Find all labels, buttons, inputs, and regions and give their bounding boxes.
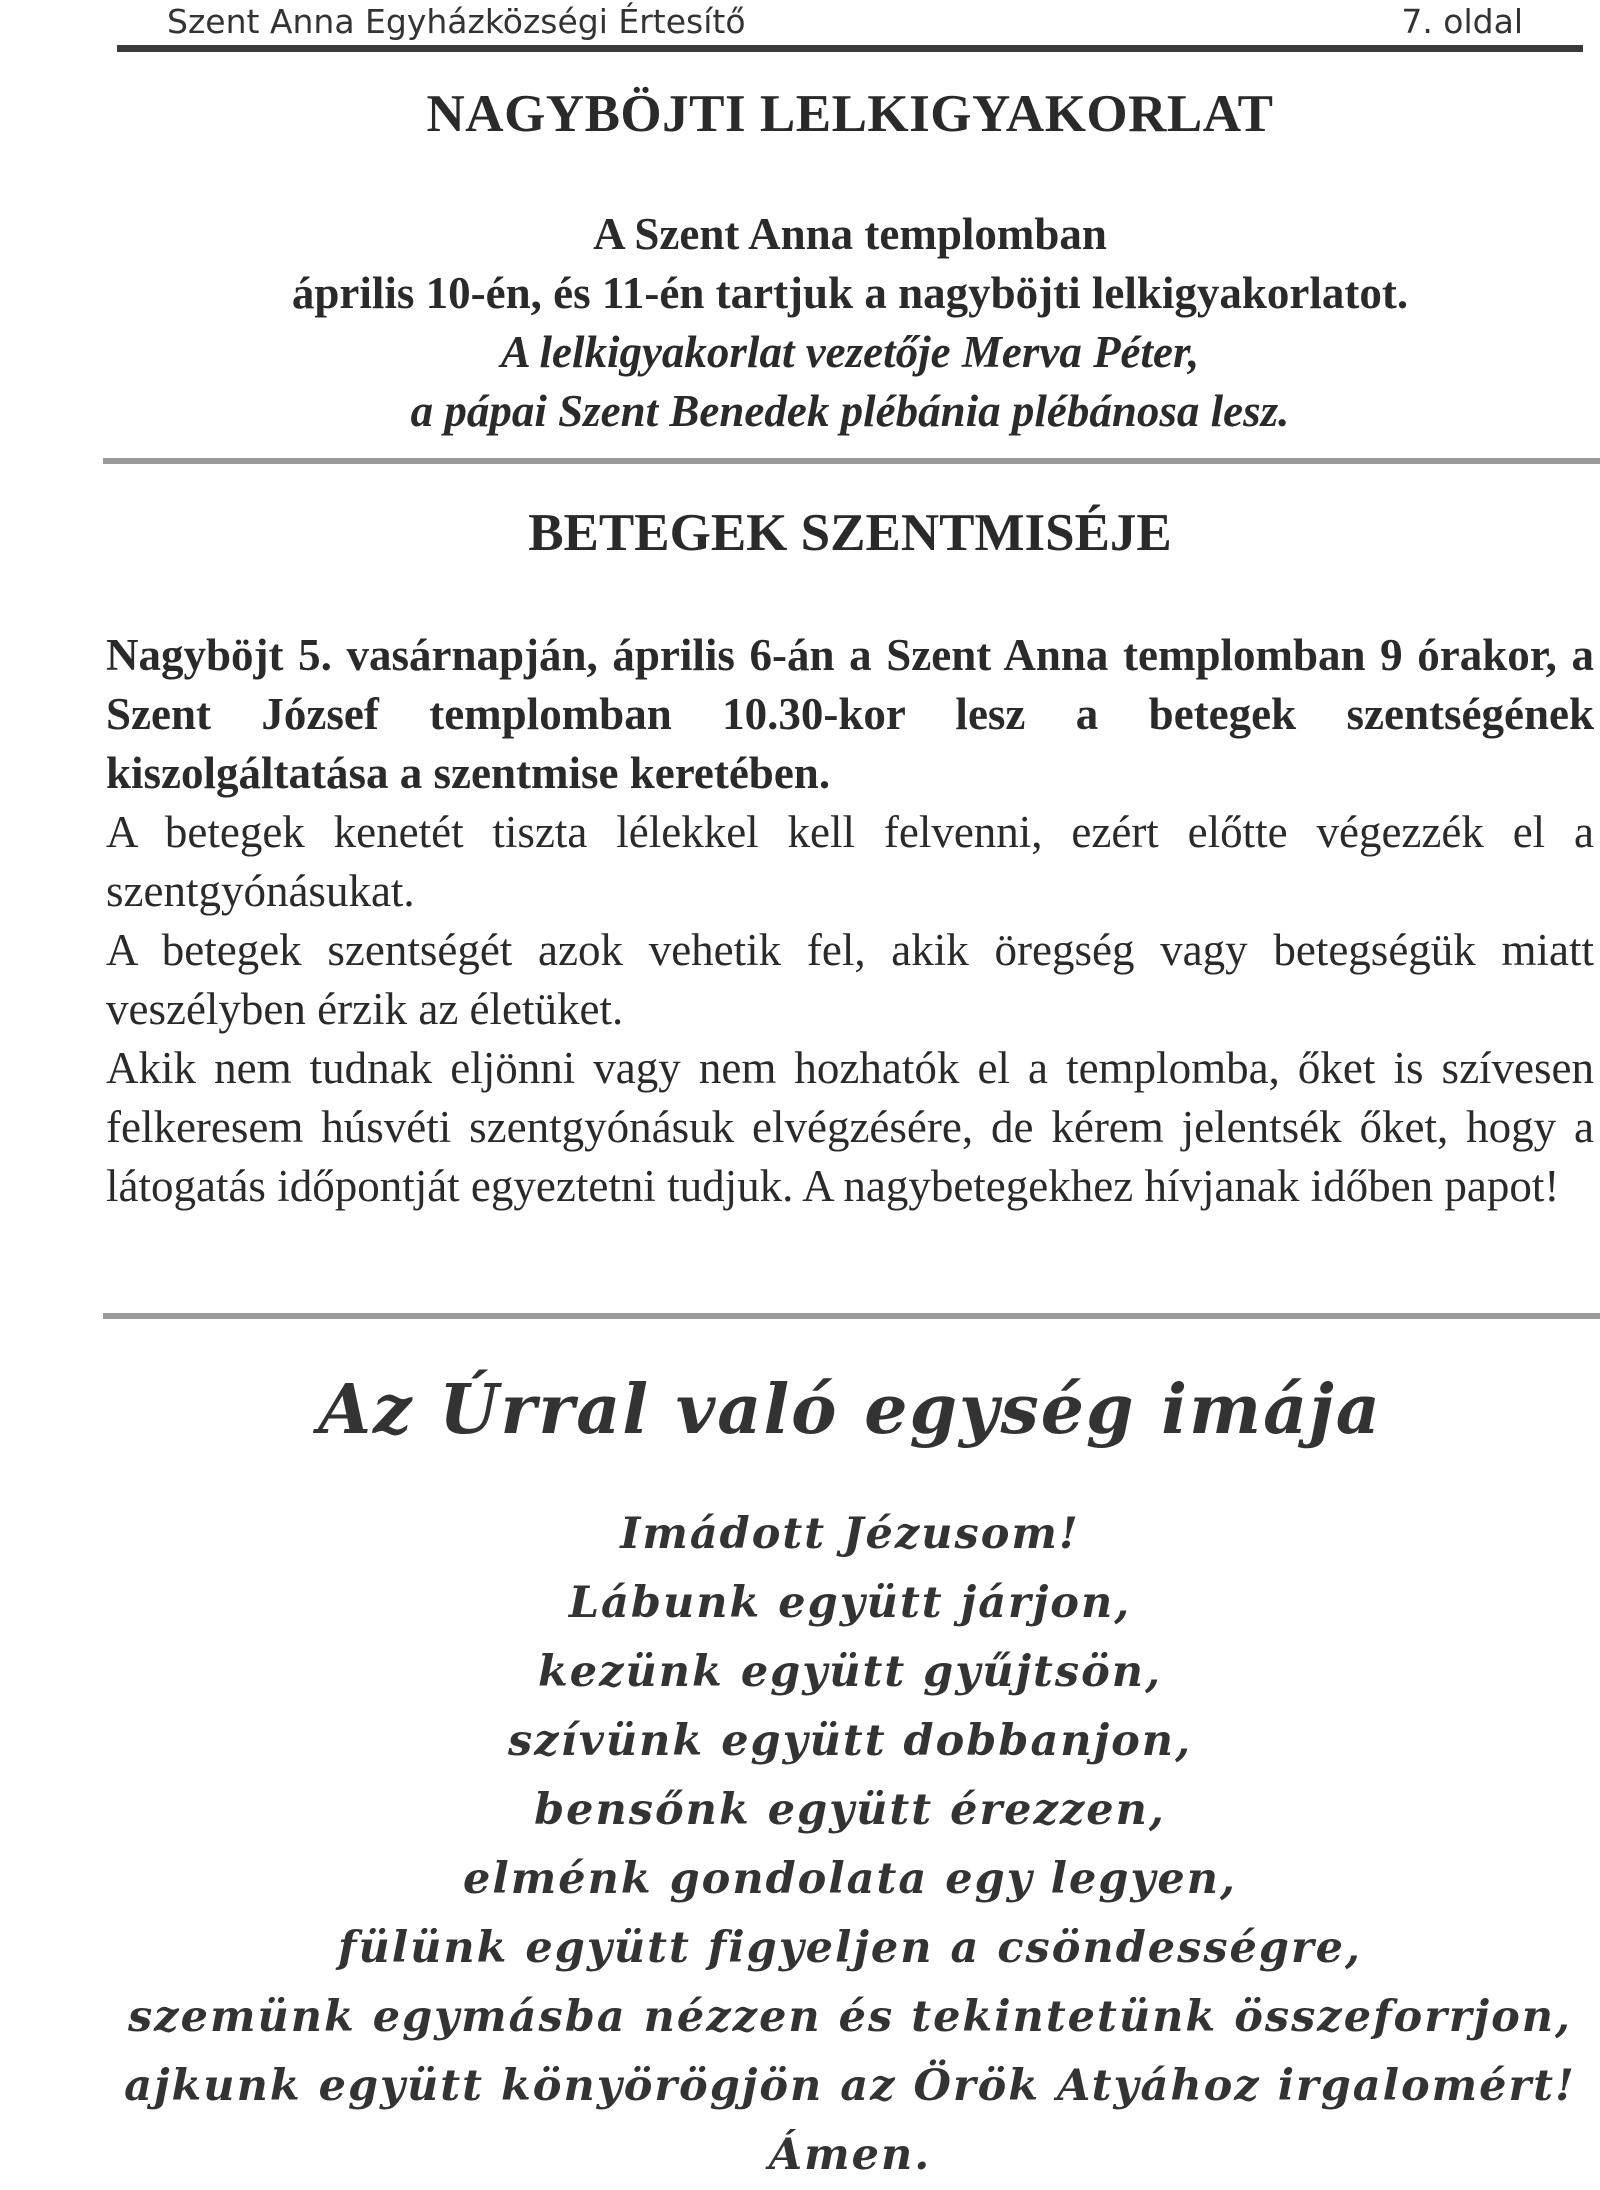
- sick-mass-paragraph-1: Nagyböjt 5. vasárnapján, április 6-án a Szent Anna templomban 9 órakor, a Szent József templomban 10.30-kor lesz a betegek szentségének kiszolgáltatása a szentmise keretében.: [106, 630, 1594, 798]
- prayer-line: szemünk egymásba nézzen és tekintetünk összeforrjon,: [127, 1992, 1573, 2042]
- prayer-title: Az Úrral való egység imája: [318, 1370, 1382, 1450]
- sick-mass-paragraph-2: A betegek kenetét tiszta lélekkel kell felvenni, ezért előtte végezzék el a szentgyónásukat.: [106, 807, 1594, 916]
- prayer-line: elménk gondolata egy legyen,: [463, 1854, 1237, 1904]
- prayer-line: ajkunk együtt könyörögjön az Örök Atyához irgalomért!: [124, 2061, 1576, 2111]
- prayer-line: Imádott Jézusom!: [620, 1509, 1080, 1559]
- retreat-line-1: A Szent Anna templomban: [593, 209, 1107, 259]
- retreat-announcement: [100, 205, 1600, 441]
- retreat-line-2: április 10-én, és 11-én tartjuk a nagyböjti lelkigyakorlatot.: [291, 268, 1409, 318]
- prayer-line: Lábunk együtt járjon,: [568, 1578, 1132, 1628]
- retreat-title: NAGYBÖJTI LELKIGYAKORLAT: [426, 85, 1274, 143]
- sick-mass-paragraph-3: A betegek szentségét azok vehetik fel, akik öregség vagy betegségük miatt veszélyben érzik az életüket.: [106, 925, 1594, 1034]
- prayer-line: Ámen.: [768, 2130, 932, 2180]
- sick-mass-paragraph-4: Akik nem tudnak eljönni vagy nem hozhatók el a templomba, őket is szívesen felkeresem húsvéti szentgyónásuk elvégzésére, de kérem jelentsék őket, hogy a látogatás időpontját egyeztetni tudjuk. A nagybetegekhez hívjanak időben papot!: [106, 1043, 1594, 1211]
- retreat-line-4: a pápai Szent Benedek plébánia plébánosa lesz.: [410, 386, 1290, 436]
- section-divider: [103, 1313, 1600, 1319]
- prayer-text: [100, 1500, 1600, 2190]
- page-header: [117, 0, 1583, 48]
- sick-mass-title: BETEGEK SZENTMISÉJE: [528, 504, 1172, 562]
- prayer-line: kezünk együtt gyűjtsön,: [537, 1647, 1163, 1697]
- header-divider: [117, 45, 1583, 52]
- publication-name: Szent Anna Egyházközségi Értesítő: [167, 2, 746, 41]
- prayer-line: fülünk együtt figyeljen a csöndességre,: [338, 1923, 1362, 1973]
- page-number: 7. oldal: [1401, 2, 1523, 41]
- retreat-line-3: A lelkigyakorlat vezetője Merva Péter,: [500, 327, 1200, 377]
- section-divider: [103, 458, 1600, 464]
- prayer-line: szívünk együtt dobbanjon,: [507, 1716, 1193, 1766]
- prayer-line: bensőnk együtt érezzen,: [534, 1785, 1166, 1835]
